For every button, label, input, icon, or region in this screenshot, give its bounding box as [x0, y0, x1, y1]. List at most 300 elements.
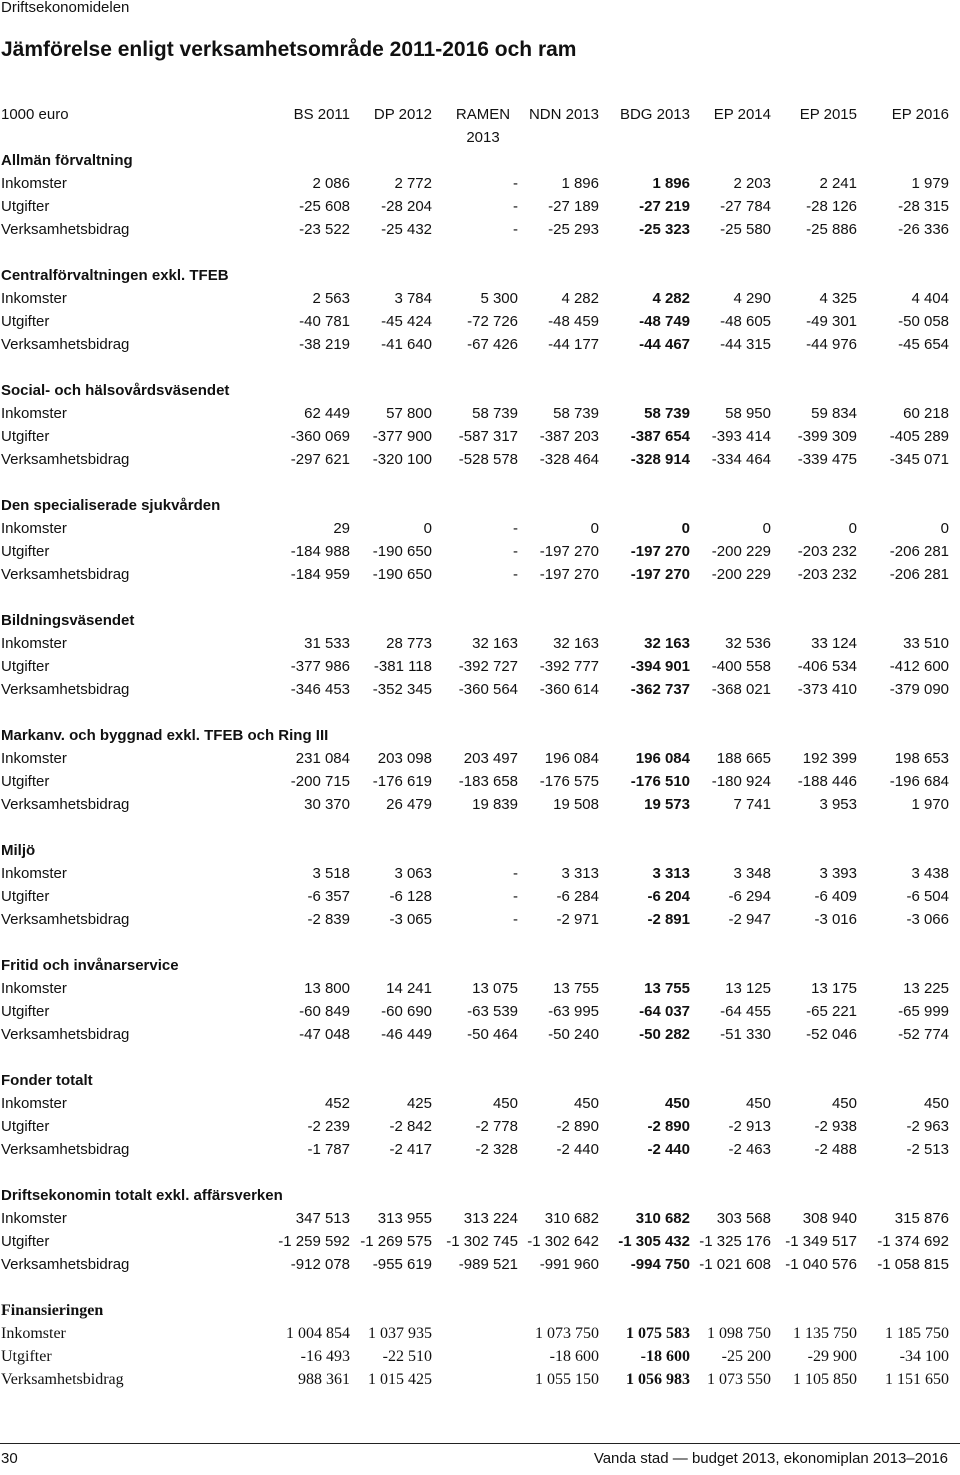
- table-cell: 1 055 150: [535, 1371, 599, 1388]
- table-cell: 1 037 935: [368, 1325, 432, 1342]
- row-label: Inkomster: [1, 865, 67, 882]
- section-title: Centralförvaltningen exkl. TFEB: [1, 267, 229, 284]
- row-label: Inkomster: [1, 635, 67, 652]
- table-cell: -18 600: [640, 1348, 690, 1365]
- table-row: [0, 1253, 960, 1276]
- table-cell: 13 175: [811, 980, 857, 997]
- table-cell: -51 330: [720, 1026, 771, 1043]
- section-title: Miljö: [1, 842, 36, 859]
- table-cell: 32 536: [725, 635, 771, 652]
- table-cell: -: [513, 221, 518, 238]
- section-spacer: [0, 1276, 960, 1299]
- table-cell: -1 058 815: [877, 1256, 949, 1273]
- table-cell: -196 684: [889, 773, 949, 790]
- table-cell: -183 658: [458, 773, 518, 790]
- row-label: Utgifter: [1, 1003, 50, 1020]
- table-cell: 988 361: [298, 1371, 350, 1388]
- table-cell: -6 284: [556, 888, 599, 905]
- section-spacer: [0, 816, 960, 839]
- table-cell: 3 953: [819, 796, 857, 813]
- table-cell: 7 741: [733, 796, 771, 813]
- table-cell: -1 787: [307, 1141, 350, 1158]
- table-cell: -38 219: [299, 336, 350, 353]
- table-cell: 303 568: [716, 1210, 771, 1227]
- table-cell: -2 971: [556, 911, 599, 928]
- table-cell: 315 876: [894, 1210, 949, 1227]
- table-cell: -23 522: [299, 221, 350, 238]
- table-cell: 31 533: [304, 635, 350, 652]
- table-cell: 13 075: [472, 980, 518, 997]
- table-cell: -387 203: [539, 428, 599, 445]
- row-label: Inkomster: [1, 520, 67, 537]
- table-cell: -989 521: [458, 1256, 518, 1273]
- table-cell: -50 058: [898, 313, 949, 330]
- table-cell: 0: [681, 520, 690, 537]
- table-cell: -176 619: [372, 773, 432, 790]
- table-cell: -25 432: [381, 221, 432, 238]
- row-label: Utgifter: [1, 1233, 50, 1250]
- table-cell: 4 282: [561, 290, 599, 307]
- table-cell: -2 328: [475, 1141, 518, 1158]
- table-cell: 13 755: [644, 980, 690, 997]
- table-cell: -16 493: [300, 1348, 350, 1365]
- table-cell: 1 098 750: [707, 1325, 771, 1342]
- table-cell: 0: [423, 520, 432, 537]
- column-header: EP 2016: [891, 106, 949, 123]
- table-cell: 0: [848, 520, 857, 537]
- column-header: [448, 103, 518, 149]
- row-label: Inkomster: [1, 1210, 67, 1227]
- section-spacer: [0, 1161, 960, 1184]
- table-cell: -184 959: [290, 566, 350, 583]
- table-cell: -203 232: [797, 543, 857, 560]
- row-label: Inkomster: [1, 980, 67, 997]
- table-cell: -188 446: [797, 773, 857, 790]
- table-cell: -190 650: [372, 566, 432, 583]
- section-spacer: [0, 356, 960, 379]
- row-label: Verksamhetsbidrag: [1, 451, 130, 468]
- table-cell: -328 914: [630, 451, 690, 468]
- table-cell: -405 289: [889, 428, 949, 445]
- table-cell: 450: [923, 1095, 949, 1112]
- table-cell: 4 404: [911, 290, 949, 307]
- table-cell: -528 578: [458, 451, 518, 468]
- table-row: [0, 448, 960, 471]
- table-cell: -: [513, 865, 518, 882]
- row-label: Utgifter: [1, 773, 50, 790]
- table-row: [0, 1115, 960, 1138]
- table-row: [0, 195, 960, 218]
- table-row: [0, 218, 960, 241]
- row-label: Verksamhetsbidrag: [1, 336, 130, 353]
- table-cell: 57 800: [386, 405, 432, 422]
- table-cell: -360 069: [290, 428, 350, 445]
- table-cell: -50 240: [548, 1026, 599, 1043]
- table-cell: 19 508: [553, 796, 599, 813]
- table-cell: -25 580: [720, 221, 771, 238]
- table-cell: 1 073 750: [535, 1325, 599, 1342]
- table-row: [0, 770, 960, 793]
- table-cell: 450: [573, 1095, 599, 1112]
- table-cell: 14 241: [386, 980, 432, 997]
- table-cell: -203 232: [797, 566, 857, 583]
- table-cell: -392 777: [539, 658, 599, 675]
- table-cell: -: [513, 888, 518, 905]
- table-cell: -2 890: [556, 1118, 599, 1135]
- table-cell: -6 409: [814, 888, 857, 905]
- section-spacer: [0, 701, 960, 724]
- table-cell: -184 988: [290, 543, 350, 560]
- table-row: [0, 172, 960, 195]
- table-body: [0, 149, 960, 1391]
- comparison-table: [0, 103, 960, 1391]
- table-cell: -1 374 692: [877, 1233, 949, 1250]
- table-cell: -912 078: [290, 1256, 350, 1273]
- table-cell: -412 600: [889, 658, 949, 675]
- table-cell: 4 325: [819, 290, 857, 307]
- table-cell: 13 800: [304, 980, 350, 997]
- table-cell: 450: [831, 1095, 857, 1112]
- footer-divider: [0, 1443, 960, 1444]
- table-cell: 196 084: [635, 750, 690, 767]
- table-header-row: [0, 103, 960, 149]
- table-cell: 1 015 425: [368, 1371, 432, 1388]
- table-cell: -393 414: [711, 428, 771, 445]
- table-cell: -22 510: [382, 1348, 432, 1365]
- table-cell: 26 479: [386, 796, 432, 813]
- table-cell: 196 084: [544, 750, 599, 767]
- table-cell: -50 282: [639, 1026, 690, 1043]
- table-cell: -29 900: [807, 1348, 857, 1365]
- row-label: Verksamhetsbidrag: [1, 796, 130, 813]
- table-cell: 19 573: [644, 796, 690, 813]
- table-cell: 58 950: [725, 405, 771, 422]
- table-cell: -26 336: [898, 221, 949, 238]
- table-cell: -64 455: [720, 1003, 771, 1020]
- table-cell: -2 891: [647, 911, 690, 928]
- unit-label: 1000 euro: [1, 106, 69, 123]
- table-cell: 5 300: [480, 290, 518, 307]
- table-cell: 3 438: [911, 865, 949, 882]
- table-cell: -25 200: [721, 1348, 771, 1365]
- table-cell: 188 665: [716, 750, 771, 767]
- table-cell: -3 066: [906, 911, 949, 928]
- table-cell: -2 913: [728, 1118, 771, 1135]
- table-cell: -2 513: [906, 1141, 949, 1158]
- table-row: [0, 1092, 960, 1115]
- table-cell: -2 488: [814, 1141, 857, 1158]
- table-cell: -25 293: [548, 221, 599, 238]
- table-cell: 30 370: [304, 796, 350, 813]
- table-cell: -41 640: [381, 336, 432, 353]
- table-cell: 310 682: [635, 1210, 690, 1227]
- table-cell: 192 399: [802, 750, 857, 767]
- table-cell: -52 774: [898, 1026, 949, 1043]
- table-cell: 32 163: [472, 635, 518, 652]
- table-cell: 32 163: [644, 635, 690, 652]
- table-cell: 425: [406, 1095, 432, 1112]
- section-heading-row: [0, 494, 960, 517]
- table-cell: -1 302 745: [446, 1233, 518, 1250]
- table-row: [0, 885, 960, 908]
- table-cell: -360 614: [539, 681, 599, 698]
- table-cell: 3 393: [819, 865, 857, 882]
- section-spacer: [0, 931, 960, 954]
- section-heading-row: [0, 1069, 960, 1092]
- table-cell: -377 986: [290, 658, 350, 675]
- table-cell: 1 004 854: [286, 1325, 350, 1342]
- table-cell: -994 750: [630, 1256, 690, 1273]
- table-row: [0, 977, 960, 1000]
- table-cell: 310 682: [544, 1210, 599, 1227]
- table-cell: -360 564: [458, 681, 518, 698]
- table-cell: -27 219: [639, 198, 690, 215]
- table-cell: 3 313: [561, 865, 599, 882]
- table-cell: -197 270: [630, 543, 690, 560]
- table-cell: -28 315: [898, 198, 949, 215]
- table-cell: 32 163: [553, 635, 599, 652]
- table-cell: 2 772: [394, 175, 432, 192]
- table-cell: -379 090: [889, 681, 949, 698]
- table-cell: -2 839: [307, 911, 350, 928]
- table-cell: -: [513, 175, 518, 192]
- table-cell: 1 896: [652, 175, 690, 192]
- table-cell: 1 056 983: [626, 1371, 690, 1388]
- table-row: [0, 563, 960, 586]
- table-cell: -48 749: [639, 313, 690, 330]
- table-cell: -52 046: [806, 1026, 857, 1043]
- table-cell: -1 259 592: [278, 1233, 350, 1250]
- table-cell: -18 600: [549, 1348, 599, 1365]
- table-cell: -392 727: [458, 658, 518, 675]
- column-header: BDG 2013: [619, 106, 690, 123]
- table-cell: 58 739: [553, 405, 599, 422]
- row-label: Utgifter: [1, 1118, 50, 1135]
- table-cell: -3 065: [389, 911, 432, 928]
- table-cell: -47 048: [299, 1026, 350, 1043]
- table-cell: 0: [940, 520, 949, 537]
- table-cell: 62 449: [304, 405, 350, 422]
- table-cell: 58 739: [644, 405, 690, 422]
- row-label: Inkomster: [1, 405, 67, 422]
- table-cell: -65 221: [806, 1003, 857, 1020]
- table-cell: -1 040 576: [785, 1256, 857, 1273]
- table-cell: -25 886: [806, 221, 857, 238]
- table-cell: 2 563: [312, 290, 350, 307]
- section-heading-row: [0, 149, 960, 172]
- table-cell: 0: [762, 520, 771, 537]
- column-header: EP 2015: [799, 106, 857, 123]
- table-cell: 28 773: [386, 635, 432, 652]
- section-heading-row: [0, 954, 960, 977]
- table-cell: -60 690: [381, 1003, 432, 1020]
- table-row: [0, 908, 960, 931]
- table-cell: -2 778: [475, 1118, 518, 1135]
- table-cell: -190 650: [372, 543, 432, 560]
- table-cell: 1 073 550: [707, 1371, 771, 1388]
- table-cell: -200 229: [711, 543, 771, 560]
- table-cell: -400 558: [711, 658, 771, 675]
- table-cell: -1 305 432: [618, 1233, 690, 1250]
- table-cell: -362 737: [630, 681, 690, 698]
- table-cell: -2 440: [647, 1141, 690, 1158]
- table-cell: -67 426: [467, 336, 518, 353]
- table-row: [0, 1322, 960, 1345]
- row-label: Utgifter: [1, 1348, 52, 1365]
- page-number: 30: [1, 1450, 18, 1467]
- table-cell: 198 653: [894, 750, 949, 767]
- table-cell: -368 021: [711, 681, 771, 698]
- row-label: Inkomster: [1, 1095, 67, 1112]
- table-cell: -200 229: [711, 566, 771, 583]
- table-row: [0, 1023, 960, 1046]
- table-cell: 13 755: [553, 980, 599, 997]
- table-cell: -44 177: [548, 336, 599, 353]
- section-spacer: [0, 471, 960, 494]
- section-spacer: [0, 586, 960, 609]
- table-row: [0, 1230, 960, 1253]
- table-cell: -27 784: [720, 198, 771, 215]
- table-cell: 4 290: [733, 290, 771, 307]
- table-cell: 59 834: [811, 405, 857, 422]
- table-cell: -197 270: [539, 566, 599, 583]
- table-cell: -373 410: [797, 681, 857, 698]
- table-cell: 3 063: [394, 865, 432, 882]
- row-label: Utgifter: [1, 543, 50, 560]
- table-cell: -48 459: [548, 313, 599, 330]
- row-label: Utgifter: [1, 198, 50, 215]
- table-row: [0, 517, 960, 540]
- table-cell: -197 270: [539, 543, 599, 560]
- table-cell: -27 189: [548, 198, 599, 215]
- table-cell: 3 313: [652, 865, 690, 882]
- table-cell: 1 979: [911, 175, 949, 192]
- table-row: [0, 678, 960, 701]
- table-cell: 3 518: [312, 865, 350, 882]
- table-cell: -34 100: [899, 1348, 949, 1365]
- table-cell: 1 135 750: [793, 1325, 857, 1342]
- table-cell: 1 896: [561, 175, 599, 192]
- table-cell: 203 497: [463, 750, 518, 767]
- table-cell: -25 608: [299, 198, 350, 215]
- section-heading-row: [0, 609, 960, 632]
- table-cell: -: [513, 198, 518, 215]
- table-cell: -2 938: [814, 1118, 857, 1135]
- table-cell: -64 037: [639, 1003, 690, 1020]
- table-row: [0, 655, 960, 678]
- table-cell: -200 715: [290, 773, 350, 790]
- table-cell: -2 947: [728, 911, 771, 928]
- table-cell: -72 726: [467, 313, 518, 330]
- column-header: BS 2011: [293, 106, 350, 123]
- section-heading-row: [0, 379, 960, 402]
- table-cell: -334 464: [711, 451, 771, 468]
- table-cell: -2 417: [389, 1141, 432, 1158]
- table-cell: -46 449: [381, 1026, 432, 1043]
- column-header: DP 2012: [373, 106, 432, 123]
- table-cell: -3 016: [814, 911, 857, 928]
- table-cell: -991 960: [539, 1256, 599, 1273]
- table-cell: 1 151 650: [885, 1371, 949, 1388]
- table-cell: 0: [590, 520, 599, 537]
- table-row: [0, 1368, 960, 1391]
- table-row: [0, 1138, 960, 1161]
- table-cell: -: [513, 520, 518, 537]
- table-cell: 450: [492, 1095, 518, 1112]
- table-cell: -65 999: [898, 1003, 949, 1020]
- table-cell: 13 225: [903, 980, 949, 997]
- table-cell: -: [513, 566, 518, 583]
- table-cell: -45 424: [381, 313, 432, 330]
- table-cell: 313 955: [377, 1210, 432, 1227]
- row-label: Verksamhetsbidrag: [1, 221, 130, 238]
- table-cell: -328 464: [539, 451, 599, 468]
- table-row: [0, 1345, 960, 1368]
- table-cell: 3 348: [733, 865, 771, 882]
- table-cell: -63 539: [467, 1003, 518, 1020]
- table-cell: -25 323: [639, 221, 690, 238]
- table-cell: -346 453: [290, 681, 350, 698]
- table-cell: 203 098: [377, 750, 432, 767]
- table-cell: -2 239: [307, 1118, 350, 1135]
- running-header: Driftsekonomidelen: [1, 0, 130, 16]
- table-row: [0, 425, 960, 448]
- table-cell: 29: [333, 520, 350, 537]
- table-cell: 2 203: [733, 175, 771, 192]
- section-title: Finansieringen: [1, 1302, 104, 1319]
- table-cell: -6 294: [728, 888, 771, 905]
- section-heading-row: [0, 724, 960, 747]
- table-cell: -: [513, 911, 518, 928]
- table-cell: -176 510: [630, 773, 690, 790]
- table-cell: -44 976: [806, 336, 857, 353]
- table-row: [0, 540, 960, 563]
- section-title: Fritid och invånarservice: [1, 957, 179, 974]
- table-cell: -206 281: [889, 543, 949, 560]
- row-label: Verksamhetsbidrag: [1, 911, 130, 928]
- row-label: Verksamhetsbidrag: [1, 566, 130, 583]
- row-label: Inkomster: [1, 175, 67, 192]
- table-cell: 13 125: [725, 980, 771, 997]
- table-row: [0, 333, 960, 356]
- table-row: [0, 1207, 960, 1230]
- table-cell: -28 204: [381, 198, 432, 215]
- table-cell: 450: [745, 1095, 771, 1112]
- table-cell: -63 995: [548, 1003, 599, 1020]
- table-cell: -6 357: [307, 888, 350, 905]
- row-label: Utgifter: [1, 888, 50, 905]
- section-title: Den specialiserade sjukvården: [1, 497, 221, 514]
- table-cell: 347 513: [295, 1210, 350, 1227]
- section-title: Social- och hälsovårdsväsendet: [1, 382, 230, 399]
- table-cell: -297 621: [290, 451, 350, 468]
- table-cell: 452: [324, 1095, 350, 1112]
- table-cell: -2 440: [556, 1141, 599, 1158]
- table-cell: -399 309: [797, 428, 857, 445]
- table-cell: 1 105 850: [793, 1371, 857, 1388]
- table-cell: -2 890: [647, 1118, 690, 1135]
- table-cell: 33 124: [811, 635, 857, 652]
- table-cell: -45 654: [898, 336, 949, 353]
- table-cell: -2 842: [389, 1118, 432, 1135]
- table-row: [0, 402, 960, 425]
- row-label: Utgifter: [1, 428, 50, 445]
- table-cell: -6 128: [389, 888, 432, 905]
- row-label: Verksamhetsbidrag: [1, 681, 130, 698]
- table-cell: -1 349 517: [785, 1233, 857, 1250]
- table-cell: -1 302 642: [527, 1233, 599, 1250]
- column-header-text: RAMEN 2013: [455, 106, 511, 146]
